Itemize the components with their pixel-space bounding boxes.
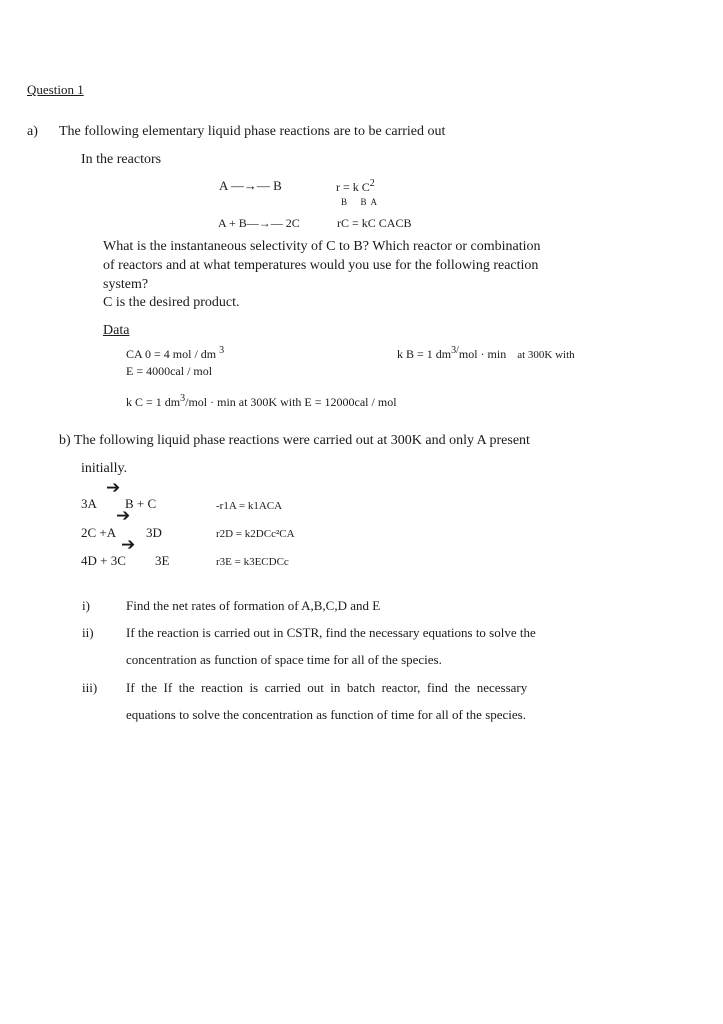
part-b-intro-line-2: initially.: [81, 461, 128, 476]
item-iii-line-2: equations to solve the concentration as function of time for all of the species.: [126, 707, 526, 722]
reaction-1-rate-exponent: 2: [369, 178, 375, 189]
data-heading: Data: [103, 323, 130, 338]
item-i-line-1: Find the net rates of formation of A,B,C,D and E: [126, 598, 381, 613]
reaction-b1-rate: -r1A = k1ACA: [216, 500, 283, 512]
data-kc: [126, 393, 397, 410]
question-line-1: What is the instantaneous selectivity of C to B? Which reactor or combination: [103, 239, 541, 254]
item-ii-number: ii): [82, 625, 94, 640]
reaction-2-equation: A + B—→— 2C: [218, 216, 300, 230]
item-iii-number: iii): [82, 680, 98, 695]
reaction-1-rate-subscripts: B B A: [341, 197, 378, 207]
item-i-number: i): [82, 598, 90, 613]
data-kb-units: mol · min: [458, 347, 507, 361]
data-kb-text: k B = 1 dm: [397, 347, 452, 361]
data-kc-exponent: 3: [180, 393, 186, 404]
item-ii-line-2: concentration as function of space time for all of the species.: [126, 652, 442, 667]
reaction-b1-left: 3A: [81, 496, 97, 511]
reaction-1-rate: [336, 178, 375, 195]
data-kb: [397, 345, 575, 362]
question-line-4: C is the desired product.: [103, 295, 240, 310]
data-e1: E = 4000cal / mol: [126, 364, 213, 378]
reaction-b1-right: B + C: [125, 496, 157, 511]
question-title: Question 1: [27, 82, 84, 97]
reaction-b2-rate: r2D = k2DCc²CA: [216, 528, 295, 540]
data-kc-units: /mol · min at 300K with E = 12000cal / mol: [185, 395, 397, 409]
part-a-label: a): [27, 124, 38, 139]
question-line-2: of reactors and at what temperatures would you use for the following reaction: [103, 258, 539, 273]
arrow-right-icon: ➔: [106, 478, 121, 498]
item-ii-line-1: If the reaction is carried out in CSTR, find the necessary equations to solve the: [126, 625, 536, 640]
reaction-2-rate: rC = kC CACB: [337, 216, 412, 230]
data-ca0-exponent: 3: [219, 345, 225, 356]
arrow-right-icon: ➔: [121, 535, 136, 555]
item-iii-line-1: If the If the reaction is carried out in batch reactor, find the necessary: [126, 680, 528, 695]
data-kb-condition: at 300K with: [517, 349, 575, 361]
reaction-b3-left: 4D + 3C: [81, 553, 126, 568]
reaction-b3-right: 3E: [155, 553, 170, 568]
question-line-3: system?: [103, 277, 149, 292]
data-kb-exponent: 3/: [451, 345, 459, 356]
reaction-b3-rate: r3E = k3ECDCc: [216, 556, 289, 568]
data-kc-text: k C = 1 dm: [126, 395, 181, 409]
reaction-b2-right: 3D: [146, 525, 162, 540]
reaction-1-rate-text: r = k C: [336, 180, 370, 194]
part-b-intro-line-1: b) The following liquid phase reactions were carried out at 300K and only A present: [59, 433, 530, 448]
part-a-intro: The following elementary liquid phase reactions are to be carried out: [59, 124, 446, 139]
in-reactors-text: In the reactors: [81, 152, 162, 167]
reaction-b2-left: 2C +A: [81, 525, 117, 540]
arrow-right-icon: ➔: [116, 506, 131, 526]
reaction-1-equation: A —→— B: [219, 178, 282, 193]
data-ca0-text: CA 0 = 4 mol / dm: [126, 347, 217, 361]
data-ca0: [126, 345, 224, 362]
